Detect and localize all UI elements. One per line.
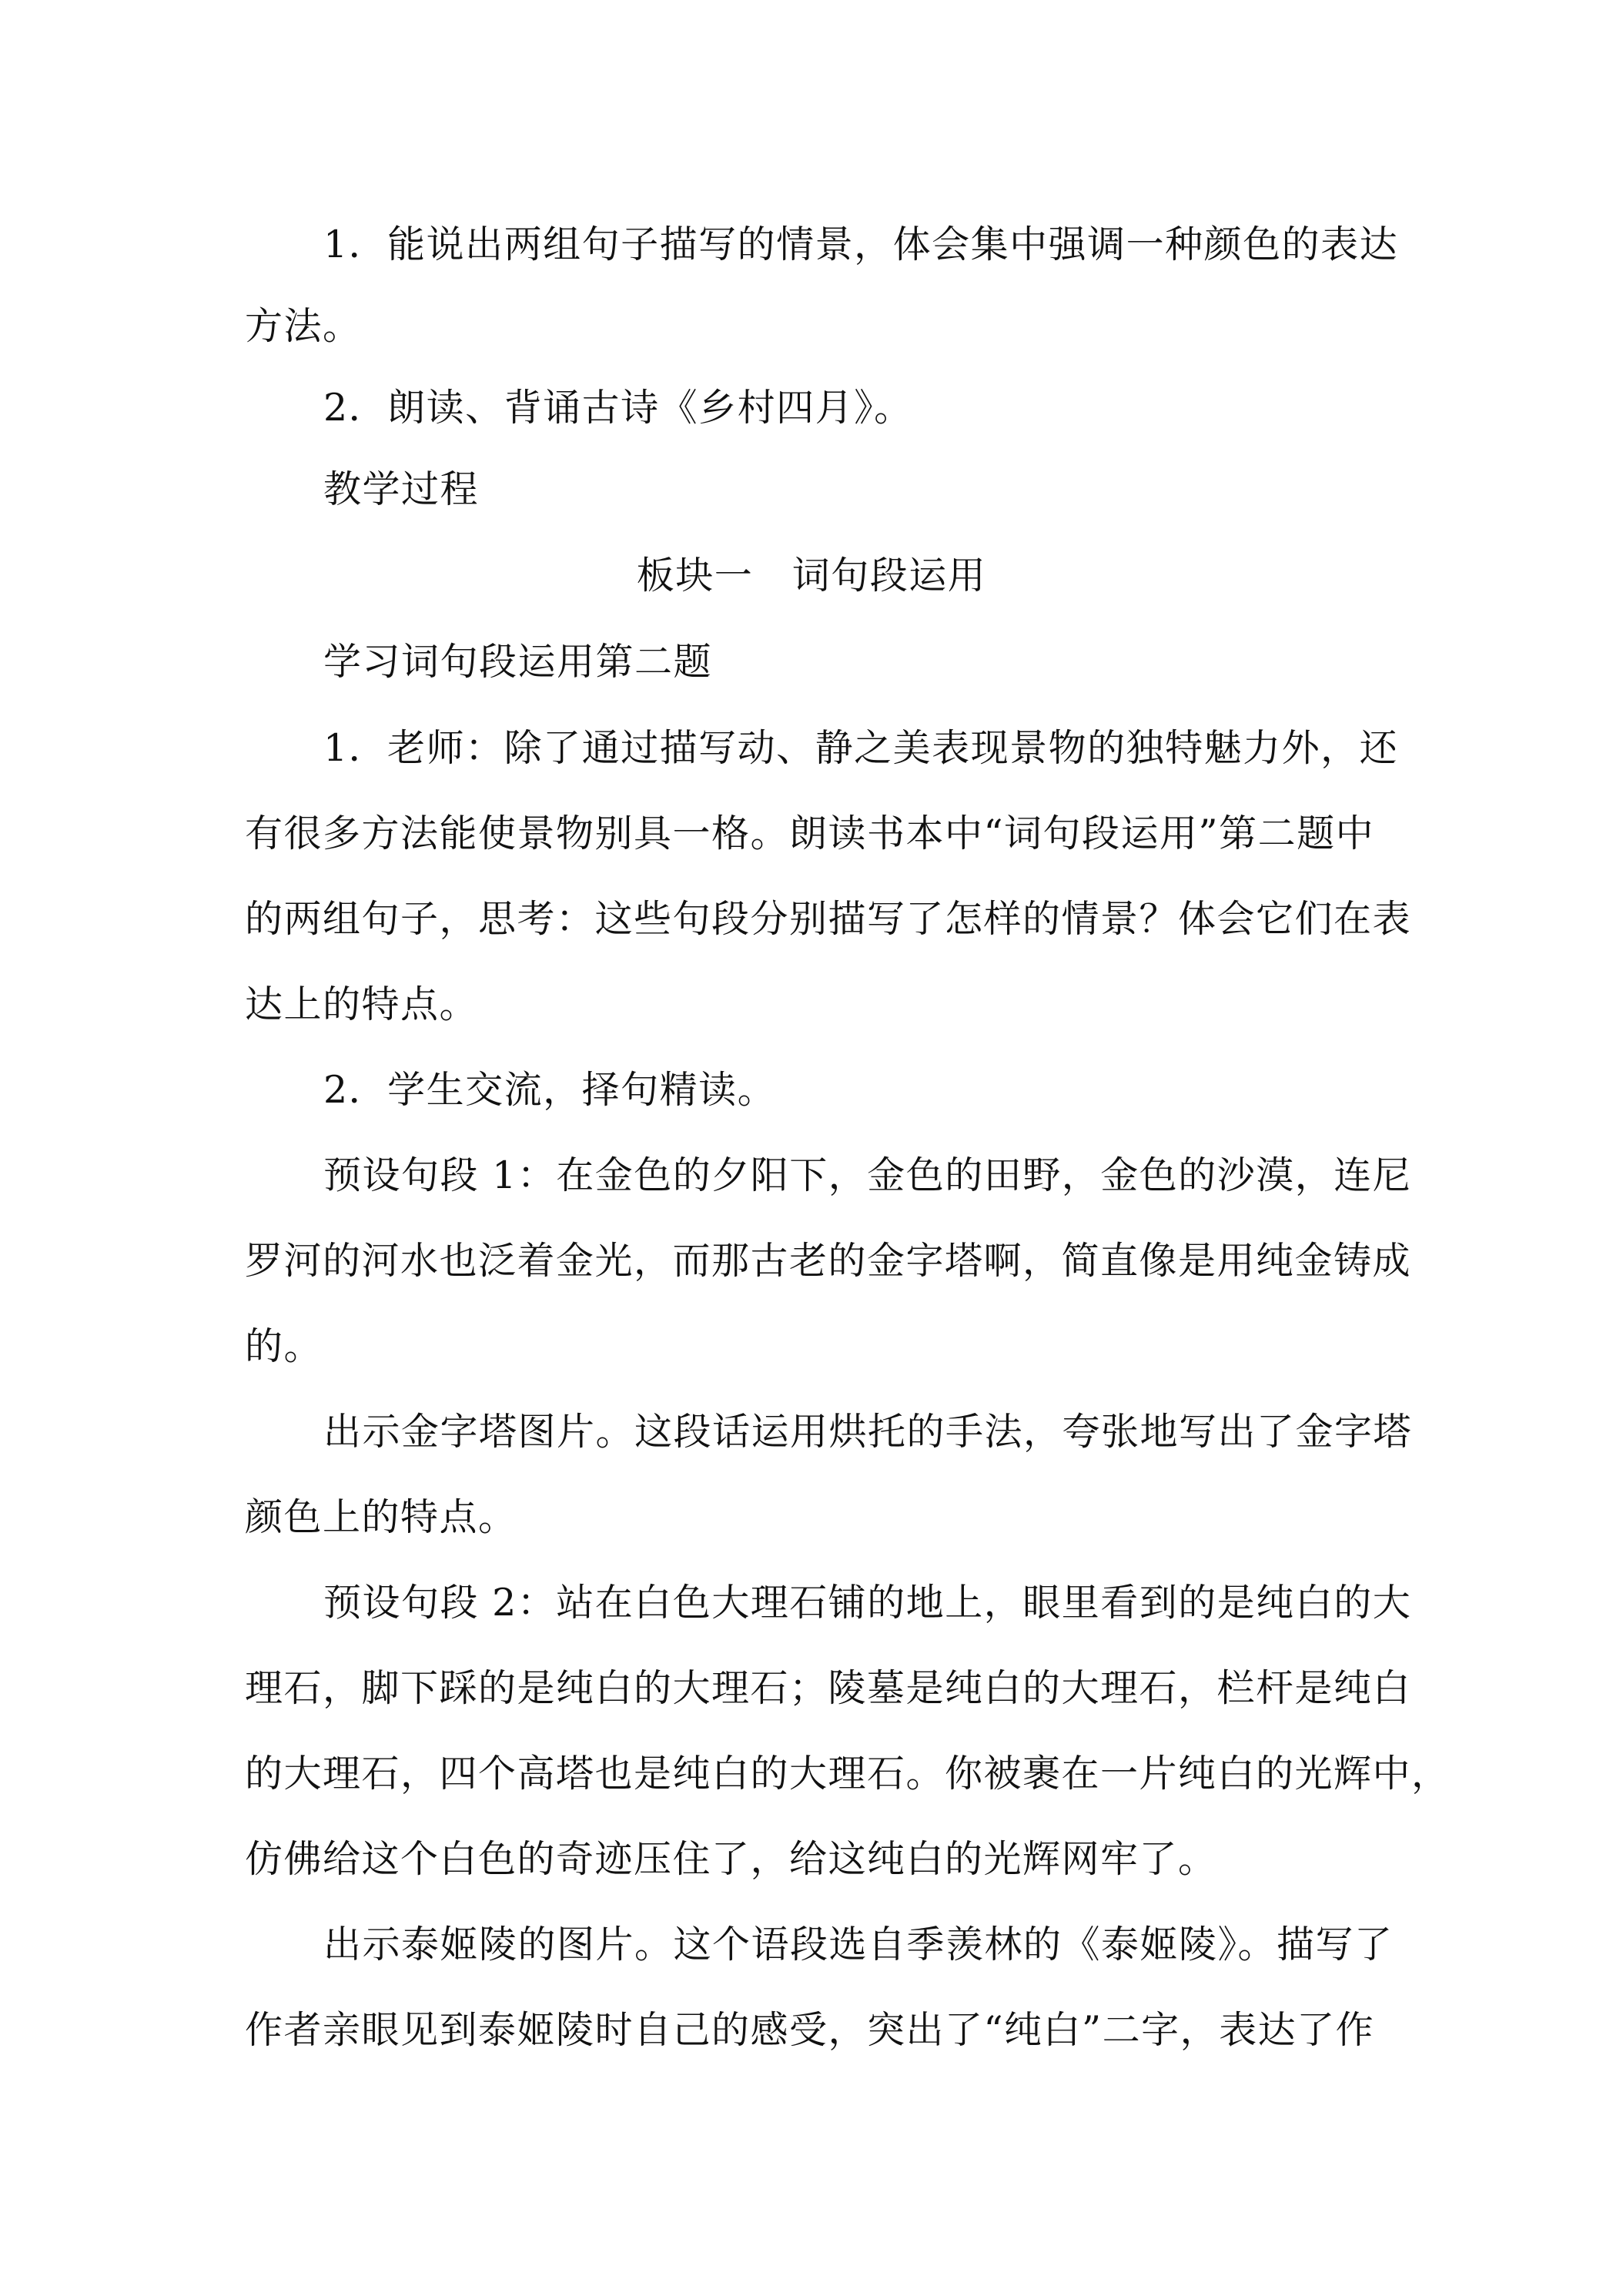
objective-2-line-1: 2．朗读、背诵古诗《乡村四月》。 bbox=[323, 386, 913, 430]
paragraph-4-line-2: 颜色上的特点。 bbox=[245, 1495, 517, 1539]
paragraph-1-line-4: 达上的特点。 bbox=[245, 982, 479, 1026]
subsection-title: 学习词句段运用第二题 bbox=[323, 640, 713, 684]
paragraph-6-line-1: 出示泰姬陵的图片。这个语段选自季羡林的《泰姬陵》。描写了 bbox=[323, 1923, 1394, 1966]
paragraph-5-line-3: 的大理石，四个高塔也是纯白的大理石。你被裹在一片纯白的光辉中， bbox=[245, 1752, 1451, 1796]
paragraph-6-line-2: 作者亲眼见到泰姬陵时自己的感受，突出了“纯白”二字，表达了作 bbox=[245, 2008, 1375, 2052]
paragraph-4-line-1: 出示金字塔图片。这段话运用烘托的手法，夸张地写出了金字塔 bbox=[323, 1410, 1413, 1454]
paragraph-5-line-4: 仿佛给这个白色的奇迹压住了，给这纯白的光辉网牢了。 bbox=[245, 1837, 1217, 1881]
paragraph-5-line-1: 预设句段 2：站在白色大理石铺的地上，眼里看到的是纯白的大 bbox=[323, 1581, 1412, 1625]
paragraph-3-line-2: 罗河的河水也泛着金光，而那古老的金字塔啊，简直像是用纯金铸成 bbox=[245, 1239, 1412, 1283]
paragraph-3-line-1: 预设句段 1：在金色的夕阳下，金色的田野，金色的沙漠，连尼 bbox=[323, 1153, 1412, 1197]
objective-1-line-1: 1．能说出两组句子描写的情景，体会集中强调一种颜色的表达 bbox=[323, 223, 1399, 266]
paragraph-5-line-2: 理石，脚下踩的是纯白的大理石；陵墓是纯白的大理石，栏杆是纯白 bbox=[245, 1666, 1412, 1710]
section-title: 板块一 词句段运用 bbox=[636, 554, 987, 597]
paragraph-1-line-2: 有很多方法能使景物别具一格。朗读书本中“词句段运用”第二题中 bbox=[245, 812, 1375, 855]
objective-1-line-2: 方法。 bbox=[245, 304, 362, 348]
paragraph-1-line-1: 1．老师：除了通过描写动、静之美表现景物的独特魅力外，还 bbox=[323, 726, 1399, 770]
paragraph-2-line-1: 2．学生交流，择句精读。 bbox=[323, 1068, 777, 1112]
paragraph-3-line-3: 的。 bbox=[245, 1324, 323, 1368]
paragraph-1-line-3: 的两组句子，思考：这些句段分别描写了怎样的情景？体会它们在表 bbox=[245, 897, 1412, 941]
process-heading: 教学过程 bbox=[323, 467, 480, 511]
